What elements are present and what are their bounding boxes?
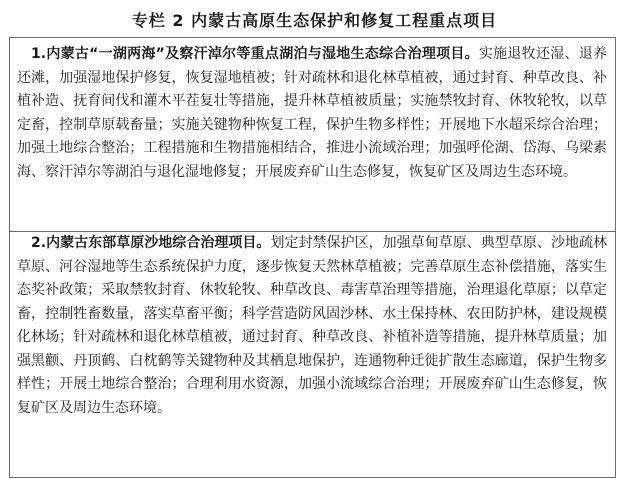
section-heading: 2.内蒙古东部草原沙地综合治理项目。 bbox=[31, 235, 271, 251]
project-section-2 bbox=[17, 232, 607, 420]
section-heading: 1.内蒙古“一湖两海”及察汗淖尔等重点湖泊与湿地生态综合治理项目。 bbox=[31, 46, 479, 62]
section-body: 实施退牧还湿、退养还滩，加强湿地保护修复，恢复湿地植被；针对疏林和退化林草植被，通过封育、种草改良、补植补造、抚育间伐和灌木平茬复壮等措施，提升林草植被质量；实施禁牧封育、休牧轮牧，以草定畜，控制草原载畜量；实施关键物种恢复工程，保护生物多样性；开展地下水超采综合治理；加强土地综合整治；工程措施和生物措施相结合，推进小流域治理；加强呼伦湖、岱海、乌梁素海、察汗淖尔等湖泊与退化湿地修复；开展废弃矿山生态修复，恢复矿区及周边生态环境。 bbox=[17, 46, 607, 180]
page-title: 专栏 2 内蒙古高原生态保护和修复工程重点项目 bbox=[131, 11, 498, 30]
section-body: 划定封禁保护区，加强草甸草原、典型草原、沙地疏林草原、河谷湿地等生态系统保护力度，逐步恢复天然林草植被；完善草原生态补偿措施，落实生态奖补政策；采取禁牧封育、休牧轮牧、种草改良、毒害草治理等措施，治理退化草原；以草定畜，控制牲畜数量，落实草畜平衡；科学营造防风固沙林、水土保持林、农田防护林，建设规模化林场；针对疏林和退化林草植被，通过封育、种草改良、补植补造等措施，提升林草质量；加强黑颧、丹顶鹤、白枕鹤等关键物种及其栖息地保护，连通物种迁徙扩散生态廊道，保护生物多样性；开展土地综合整治；合理利用水资源，加强小流域综合治理；开展废弃矿山生态修复，恢复矿区及周边生态环境。 bbox=[17, 235, 608, 416]
project-section-1 bbox=[17, 43, 607, 184]
